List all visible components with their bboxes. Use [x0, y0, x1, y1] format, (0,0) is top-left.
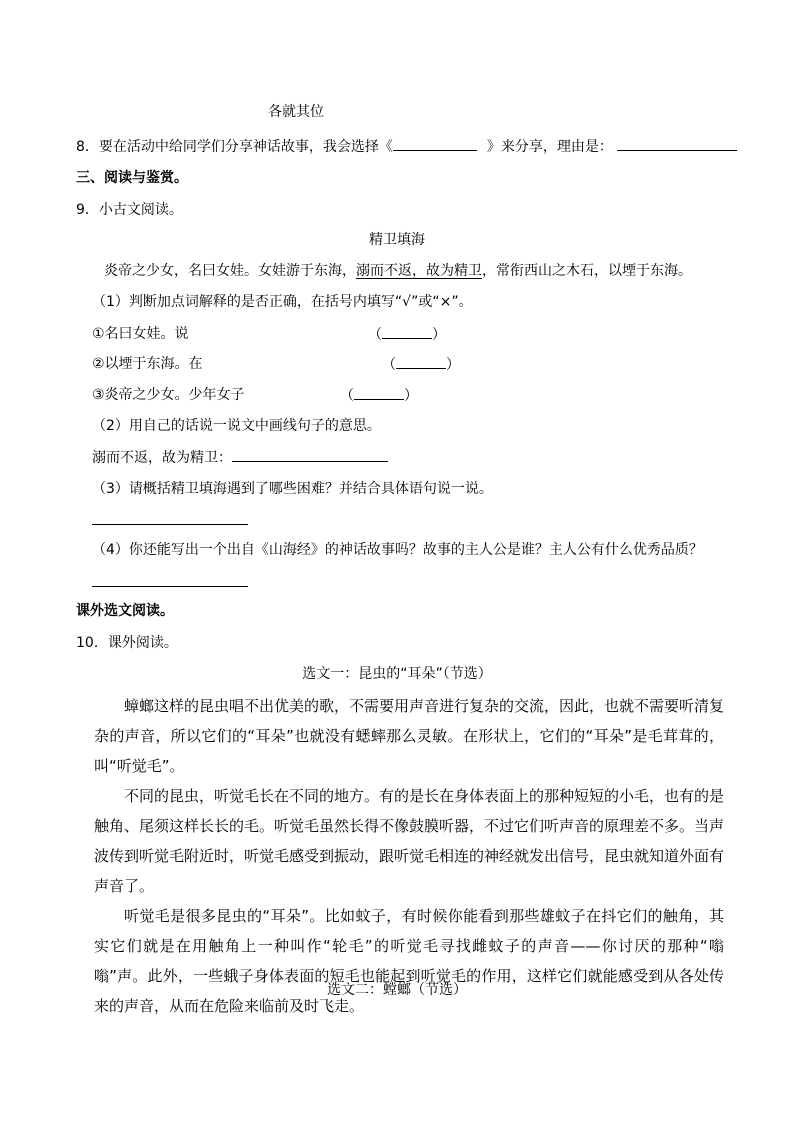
q9-passage-part-b: ，常衔西山之木石，以堙于东海。: [482, 263, 692, 279]
q9-item3-answer[interactable]: [340, 385, 418, 406]
carryover-text: 各就其位: [268, 104, 324, 120]
q9-sub4: （4）你还能写出一个出自《山海经》的神话故事吗？故事的主人公是谁？主人公有什么优秀品质？: [92, 542, 703, 558]
q9-item1: ①名曰女娃。说: [92, 326, 189, 342]
q9-passage-title: 精卫填海: [369, 232, 425, 248]
q10-passage1-title: 选文一：昆虫的“耳朵”（节选）: [302, 666, 492, 682]
paren-open: （: [340, 388, 354, 404]
q9-sub4-answer-line[interactable]: [92, 586, 248, 587]
q9-sub2-label: 溺而不返，故为精卫：: [92, 450, 232, 466]
q8-reason-blank[interactable]: [617, 136, 737, 151]
extra-reading-heading: 课外选文阅读。: [76, 603, 174, 619]
q8-prefix: 8．要在活动中给同学们分享神话故事，我会选择《: [76, 139, 393, 155]
q9-passage-underlined: 溺而不返，故为精卫: [356, 263, 482, 279]
q8-book-blank[interactable]: [393, 136, 477, 151]
paren-close: ）: [432, 327, 446, 343]
q9-sub3-answer-line[interactable]: [92, 524, 248, 525]
question-8: [76, 136, 737, 157]
q9-sub2-blank[interactable]: [232, 447, 388, 462]
q9-sub2: （2）用自己的话说一说文中画线句子的意思。: [92, 418, 381, 434]
q9-passage: [104, 261, 692, 281]
paren-open: （: [382, 357, 396, 373]
q8-suffix: 》来分享，理由是：: [486, 139, 613, 155]
q10-passage1: [94, 691, 724, 1021]
q9-item1-blank[interactable]: [382, 324, 432, 339]
paren-close: ）: [446, 357, 460, 373]
q10-passage2-title: 选文二：螳螂（节选）: [327, 982, 467, 998]
q9-item2-answer[interactable]: [382, 354, 460, 375]
question-10-intro: 10．课外阅读。: [76, 635, 178, 651]
question-9-intro: 9．小古文阅读。: [76, 202, 183, 218]
q10-paragraph-1: 蟑螂这样的昆虫唱不出优美的歌，不需要用声音进行复杂的交流，因此，也就不需要听清复杂的声音，所以它们的“耳朵”也就没有蟋蟀那么灵敏。在形状上，它们的“耳朵”是毛茸茸的，叫“听觉毛”。: [94, 697, 725, 775]
q9-item2: ②以堙于东海。在: [92, 356, 203, 372]
q9-sub3: （3）请概括精卫填海遇到了哪些困难？并结合具体语句说一说。: [92, 481, 493, 497]
q10-paragraph-3: 听觉毛是很多昆虫的“耳朵”。比如蚊子，有时候你能看到那些雄蚊子在抖它们的触角，其实它们就是在用触角上一种叫作“轮毛”的听觉毛寻找雌蚊子的声音——你讨厌的那种“嗡嗡”声。此外，一些蛾子身体表面的短毛也能起到听觉毛的作用，这样它们就能感受到从各处传来的声音，从而在危险来临前及时飞走。: [94, 907, 724, 1015]
section-3-heading: 三、阅读与鉴赏。: [76, 170, 188, 186]
q9-item2-blank[interactable]: [396, 354, 446, 369]
paren-close: ）: [404, 388, 418, 404]
q9-item3: ③炎帝之少女。少年女子: [92, 387, 245, 403]
paren-open: （: [368, 327, 382, 343]
q9-sub2-line: [92, 447, 388, 468]
q9-sub1: （1）判断加点词解释的是否正确，在括号内填写“√”或“×”。: [92, 294, 473, 310]
q9-item3-blank[interactable]: [354, 385, 404, 400]
q10-paragraph-2: 不同的昆虫，听觉毛长在不同的地方。有的是长在身体表面上的那种短短的小毛，也有的是触角、尾须这样长长的毛。听觉毛虽然长得不像鼓膜听器，不过它们听声音的原理差不多。当声波传到听觉毛附近时，听觉毛感受到振动，跟听觉毛相连的神经就发出信号，昆虫就知道外面有声音了。: [94, 787, 725, 895]
q9-passage-part-a: 炎帝之少女，名曰女娃。女娃游于东海，: [104, 263, 356, 279]
q9-item1-answer[interactable]: [368, 324, 446, 345]
